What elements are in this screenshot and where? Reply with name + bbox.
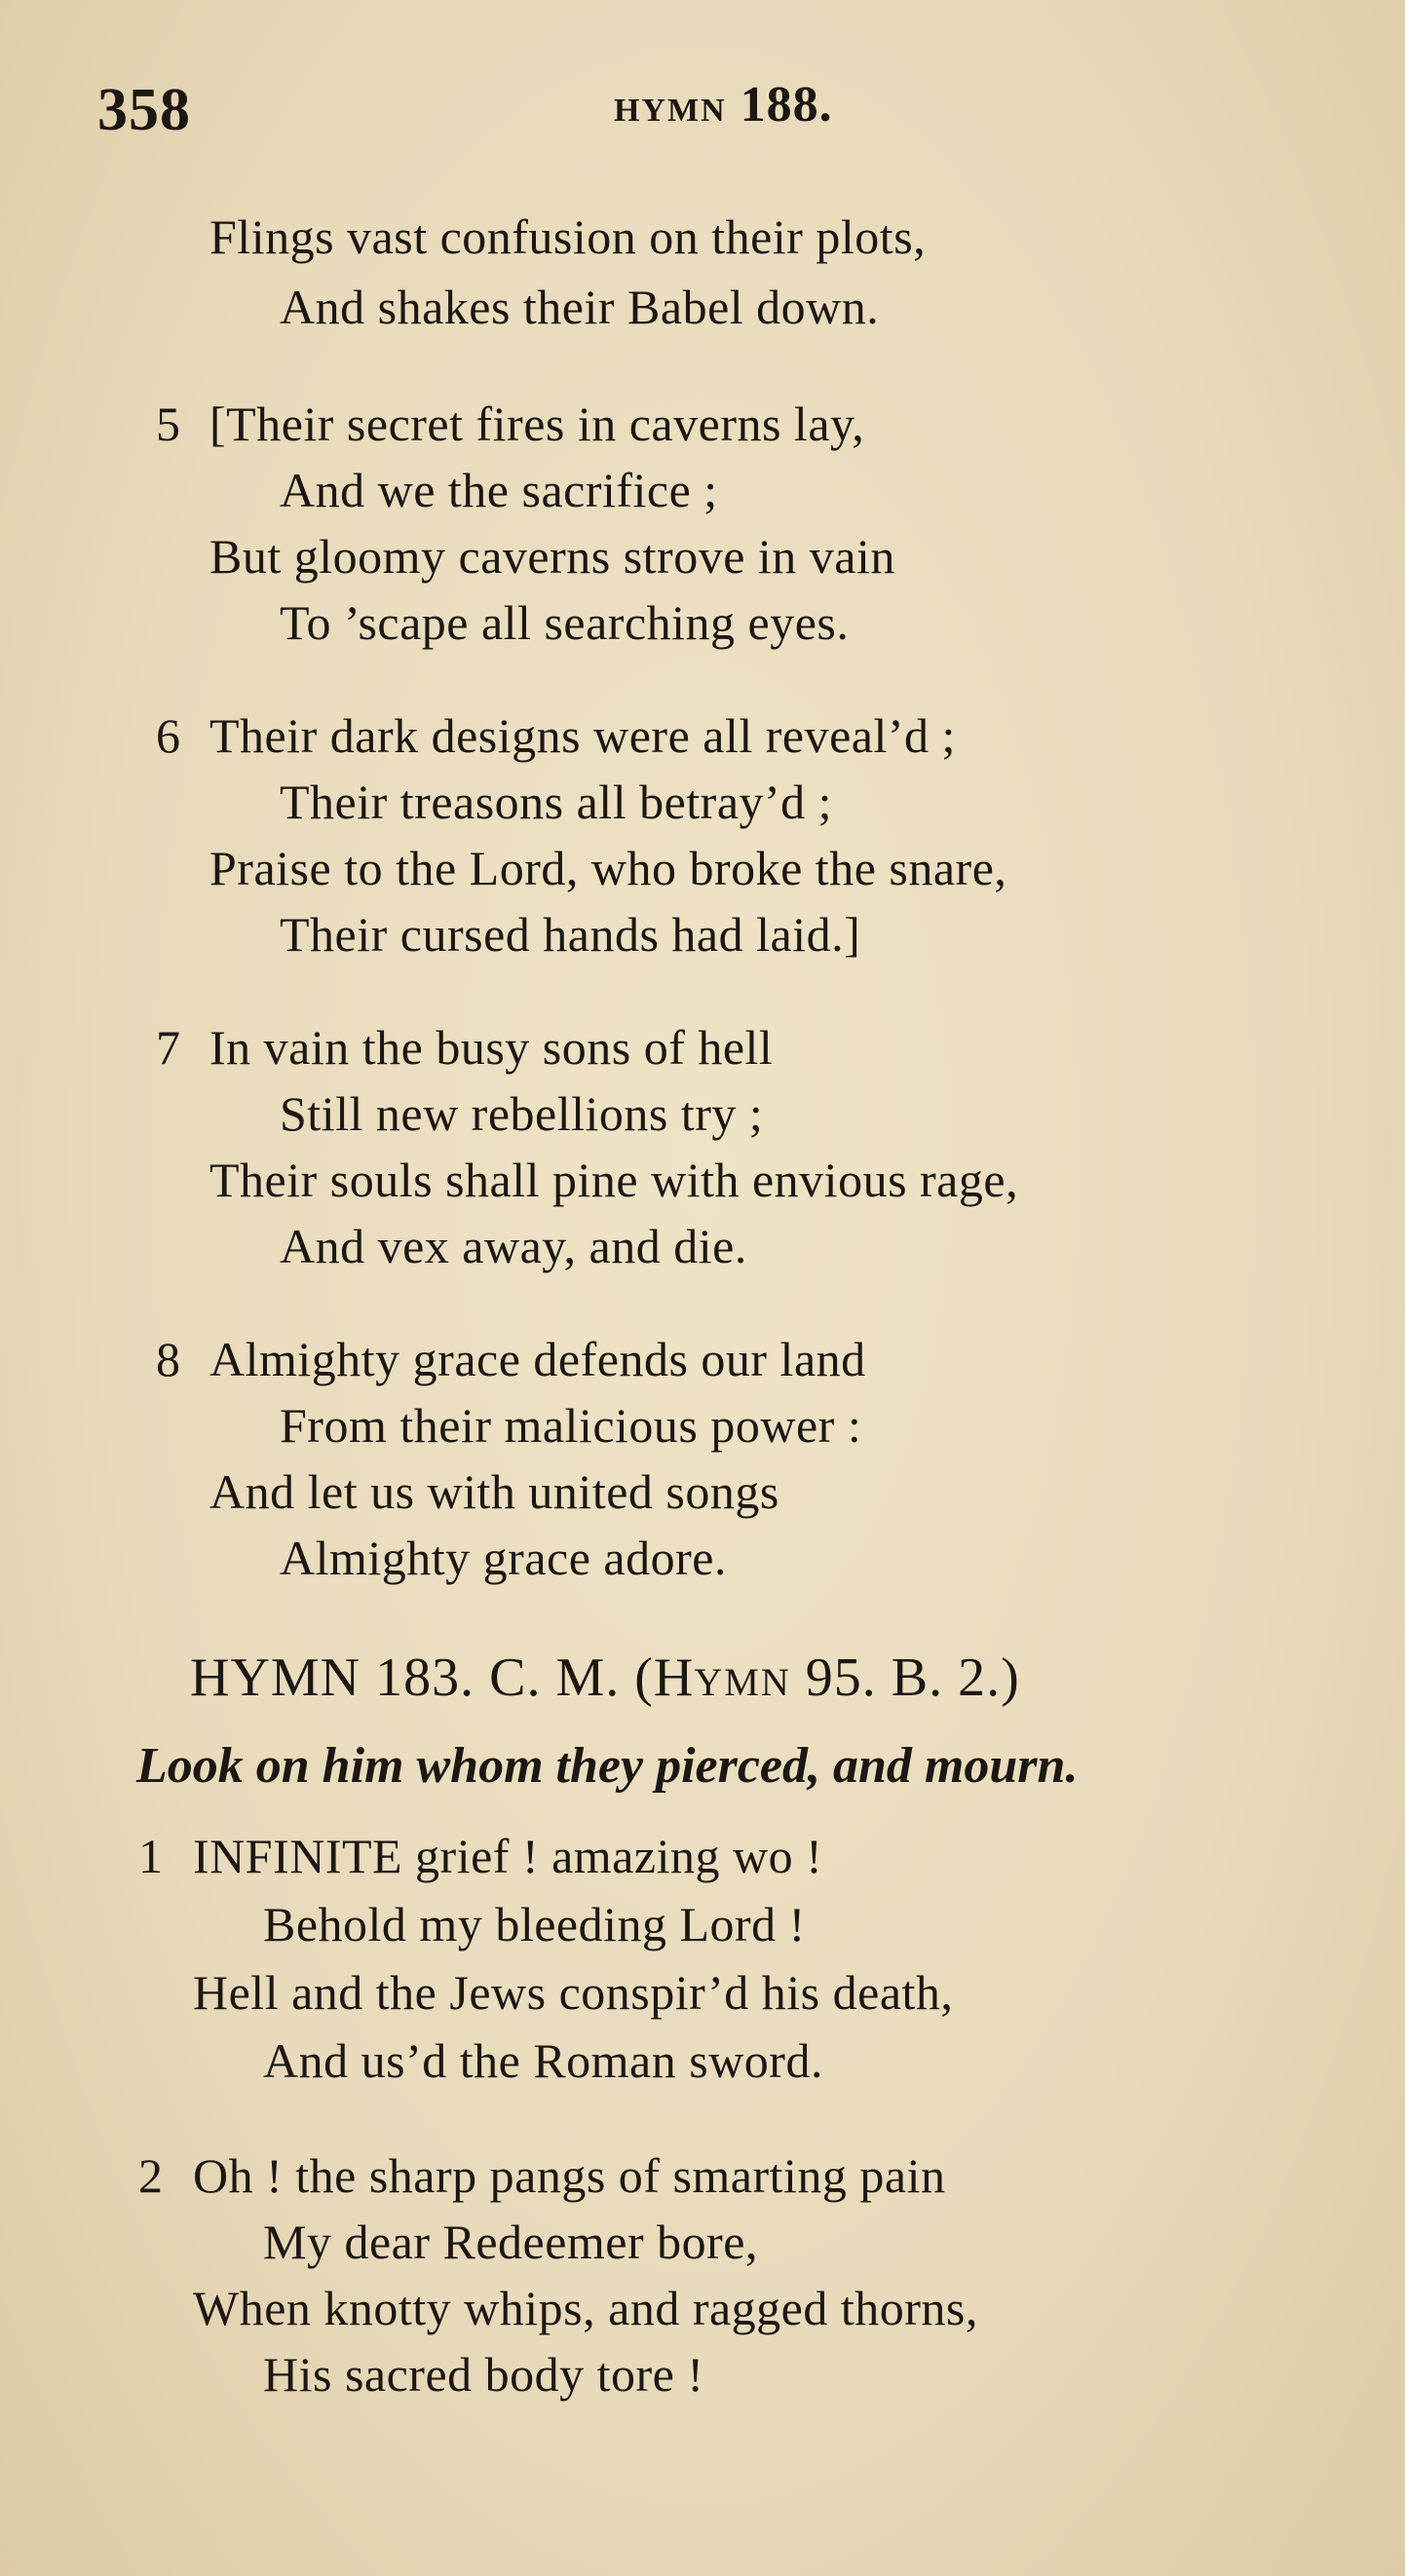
verse-line: And shakes their Babel down. [280, 280, 880, 334]
verse-line: To ’scape all searching eyes. [280, 595, 850, 650]
verse-line: Their dark designs were all reveal’d ; [209, 708, 956, 763]
page-header [97, 76, 1267, 154]
verse-number: 6 [156, 708, 180, 763]
verse-line: Oh ! the sharp pangs of smarting pain [193, 2148, 946, 2203]
running-head [614, 76, 833, 133]
verse-line: And we the sacrifice ; [280, 463, 718, 517]
hymn-title [190, 1647, 1020, 1709]
verse-line: In vain the busy sons of hell [209, 1020, 774, 1075]
verse-number: 1 [138, 1829, 163, 1883]
verse-line: And us’d the Roman sword. [263, 2033, 823, 2088]
verse-line: When knotty whips, and ragged thorns, [193, 2281, 978, 2335]
verse-line: My dear Redeemer bore, [263, 2215, 758, 2269]
verse-number: 5 [156, 397, 180, 451]
verse-line: But gloomy caverns strove in vain [209, 529, 895, 584]
verse-line: Hell and the Jews conspir’d his death, [193, 1965, 954, 2020]
verse-line: Flings vast confusion on their plots, [209, 209, 927, 264]
running-head-number: 188. [740, 77, 833, 133]
verse-number: 7 [156, 1020, 180, 1075]
hymn-subtitle: Look on him whom they pierced, and mourn. [136, 1738, 1079, 1794]
page-number: 358 [97, 77, 191, 143]
hymn-title-main: HYMN 183. C. M. ( [190, 1648, 654, 1708]
verse-line: Their cursed hands had laid.] [280, 907, 861, 962]
hymn-ref-cap: H [653, 1648, 695, 1708]
running-head-word: HYMN [614, 93, 727, 129]
verse-line: Their souls shall pine with envious rage, [209, 1153, 1019, 1207]
verse-line: Their treasons all betray’d ; [280, 775, 833, 829]
verse-number: 2 [138, 2148, 163, 2203]
verse-line: His sacred body tore ! [263, 2347, 704, 2402]
verse-line: Behold my bleeding Lord ! [263, 1897, 806, 1951]
verse-line: Still new rebellions try ; [280, 1086, 764, 1141]
verse-line: And vex away, and die. [280, 1219, 747, 1273]
verse-line: From their malicious power : [280, 1398, 862, 1453]
verse-line: And let us with united songs [209, 1464, 779, 1519]
verse-line: Almighty grace adore. [280, 1531, 727, 1585]
hymn-ref-rest: 95. B. 2.) [790, 1648, 1020, 1708]
verse-line: Almighty grace defends our land [209, 1332, 866, 1386]
verse-line: INFINITE grief ! amazing wo ! [193, 1829, 823, 1883]
hymn-ref-small: YMN [694, 1660, 791, 1704]
verse-line: Praise to the Lord, who broke the snare, [209, 841, 1007, 895]
verse-number: 8 [156, 1332, 180, 1386]
verse-line: [Their secret fires in caverns lay, [209, 397, 865, 451]
